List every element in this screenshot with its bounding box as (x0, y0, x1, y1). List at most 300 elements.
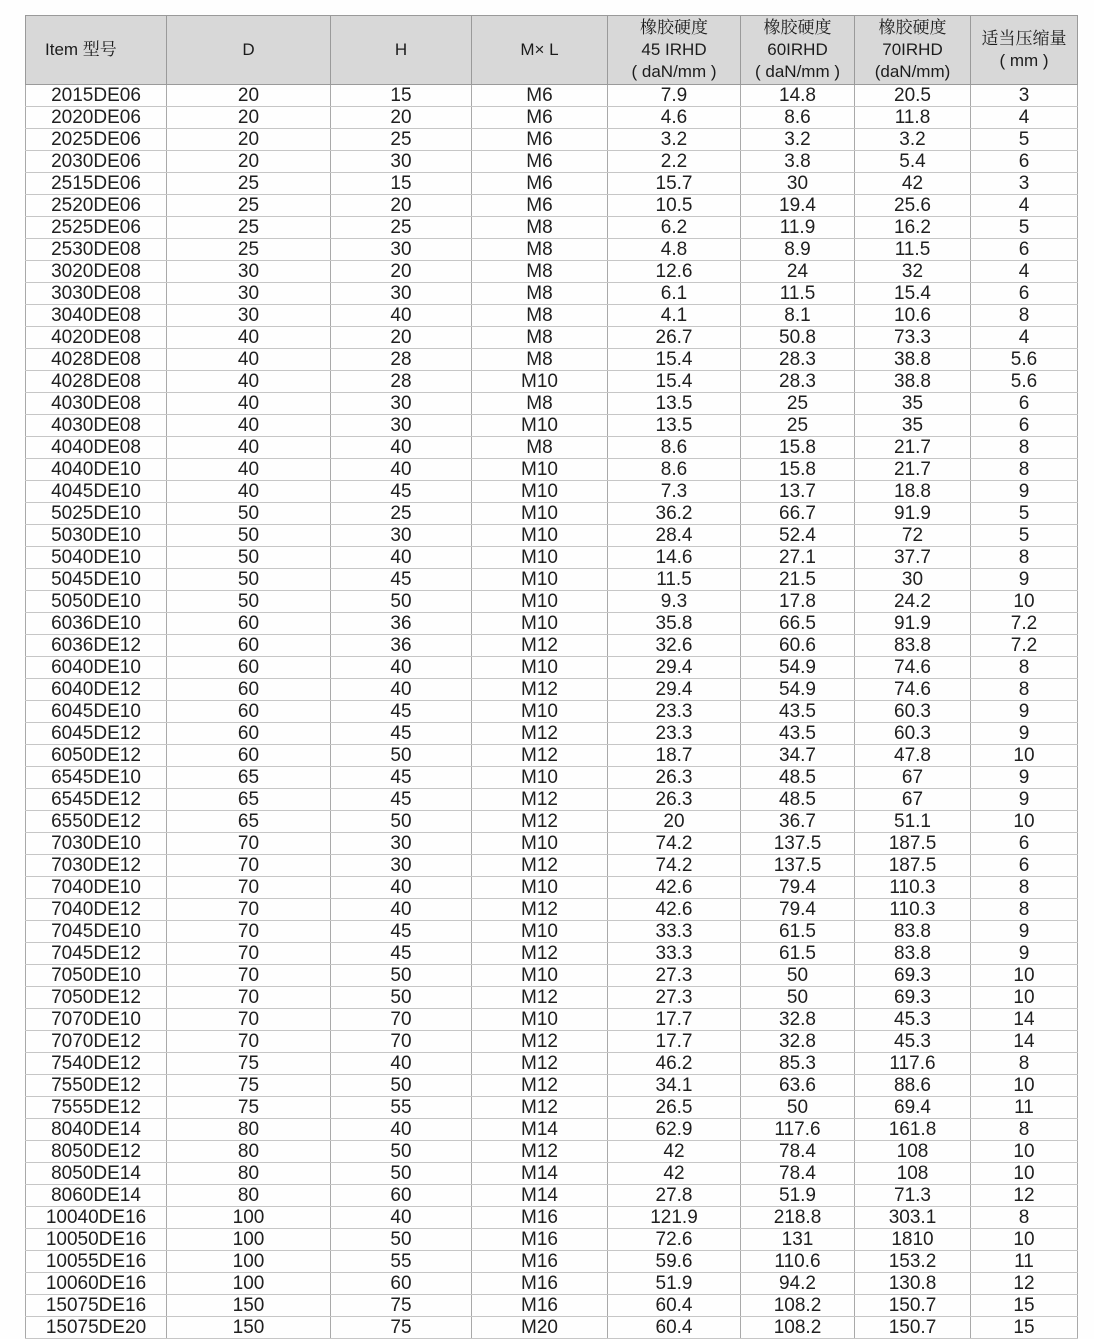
cell-item: 7070DE10 (26, 1009, 167, 1031)
table-row (26, 195, 1078, 217)
cell-compression: 9 (971, 723, 1078, 745)
cell-item: 7030DE10 (26, 833, 167, 855)
cell-h: 30 (331, 151, 472, 173)
cell-h: 25 (331, 129, 472, 151)
cell-irhd45: 33.3 (608, 943, 741, 965)
cell-compression: 10 (971, 987, 1078, 1009)
cell-irhd70: 32 (855, 261, 971, 283)
cell-mxl: M12 (472, 855, 608, 877)
cell-irhd45: 18.7 (608, 745, 741, 767)
column-header-irhd70 (855, 16, 971, 85)
cell-irhd60: 52.4 (741, 525, 855, 547)
cell-irhd45: 59.6 (608, 1251, 741, 1273)
cell-irhd70: 37.7 (855, 547, 971, 569)
cell-irhd45: 4.8 (608, 239, 741, 261)
cell-mxl: M8 (472, 393, 608, 415)
cell-irhd70: 108 (855, 1141, 971, 1163)
cell-h: 70 (331, 1009, 472, 1031)
cell-irhd60: 108.2 (741, 1295, 855, 1317)
cell-irhd45: 33.3 (608, 921, 741, 943)
cell-compression: 4 (971, 327, 1078, 349)
cell-item: 8050DE12 (26, 1141, 167, 1163)
cell-mxl: M16 (472, 1207, 608, 1229)
cell-h: 45 (331, 767, 472, 789)
table-row (26, 261, 1078, 283)
cell-irhd60: 43.5 (741, 723, 855, 745)
cell-d: 25 (167, 217, 331, 239)
cell-compression: 6 (971, 393, 1078, 415)
table-row (26, 503, 1078, 525)
column-header-line: H (394, 40, 408, 59)
cell-irhd60: 51.9 (741, 1185, 855, 1207)
table-row (26, 129, 1078, 151)
cell-d: 20 (167, 85, 331, 107)
cell-item: 6036DE10 (26, 613, 167, 635)
cell-irhd60: 131 (741, 1229, 855, 1251)
cell-d: 40 (167, 415, 331, 437)
cell-item: 7050DE12 (26, 987, 167, 1009)
cell-h: 45 (331, 569, 472, 591)
table-row (26, 349, 1078, 371)
table-row (26, 1207, 1078, 1229)
cell-irhd70: 21.7 (855, 437, 971, 459)
cell-item: 8050DE14 (26, 1163, 167, 1185)
cell-irhd60: 48.5 (741, 767, 855, 789)
cell-d: 60 (167, 679, 331, 701)
cell-item: 2020DE06 (26, 107, 167, 129)
cell-irhd70: 20.5 (855, 85, 971, 107)
cell-irhd60: 50 (741, 1097, 855, 1119)
cell-irhd70: 69.3 (855, 987, 971, 1009)
cell-item: 4040DE08 (26, 437, 167, 459)
cell-irhd60: 63.6 (741, 1075, 855, 1097)
cell-irhd70: 11.8 (855, 107, 971, 129)
cell-item: 4045DE10 (26, 481, 167, 503)
cell-mxl: M10 (472, 547, 608, 569)
cell-irhd70: 60.3 (855, 701, 971, 723)
cell-irhd60: 15.8 (741, 437, 855, 459)
cell-d: 80 (167, 1141, 331, 1163)
cell-irhd70: 1810 (855, 1229, 971, 1251)
table-row (26, 459, 1078, 481)
cell-irhd70: 91.9 (855, 503, 971, 525)
cell-irhd45: 28.4 (608, 525, 741, 547)
cell-item: 7040DE12 (26, 899, 167, 921)
table-row (26, 1229, 1078, 1251)
cell-d: 40 (167, 327, 331, 349)
cell-compression: 3 (971, 173, 1078, 195)
cell-item: 6550DE12 (26, 811, 167, 833)
cell-item: 10060DE16 (26, 1273, 167, 1295)
cell-irhd70: 16.2 (855, 217, 971, 239)
cell-mxl: M12 (472, 1141, 608, 1163)
cell-irhd60: 137.5 (741, 833, 855, 855)
table-row (26, 1031, 1078, 1053)
cell-compression: 5.6 (971, 349, 1078, 371)
table-row (26, 1053, 1078, 1075)
cell-irhd70: 108 (855, 1163, 971, 1185)
cell-mxl: M8 (472, 239, 608, 261)
cell-irhd45: 26.5 (608, 1097, 741, 1119)
cell-d: 70 (167, 1031, 331, 1053)
cell-d: 20 (167, 151, 331, 173)
table-row (26, 305, 1078, 327)
table-row (26, 1119, 1078, 1141)
cell-h: 50 (331, 811, 472, 833)
cell-compression: 3 (971, 85, 1078, 107)
cell-compression: 6 (971, 833, 1078, 855)
cell-compression: 8 (971, 679, 1078, 701)
cell-d: 20 (167, 107, 331, 129)
cell-compression: 5 (971, 129, 1078, 151)
cell-h: 30 (331, 833, 472, 855)
cell-irhd45: 60.4 (608, 1317, 741, 1339)
cell-mxl: M10 (472, 459, 608, 481)
cell-item: 2515DE06 (26, 173, 167, 195)
cell-irhd70: 130.8 (855, 1273, 971, 1295)
cell-compression: 6 (971, 283, 1078, 305)
cell-compression: 6 (971, 151, 1078, 173)
cell-irhd60: 54.9 (741, 657, 855, 679)
column-header-mxl (472, 16, 608, 85)
cell-compression: 4 (971, 195, 1078, 217)
cell-compression: 7.2 (971, 635, 1078, 657)
cell-d: 75 (167, 1075, 331, 1097)
cell-irhd60: 32.8 (741, 1009, 855, 1031)
cell-irhd45: 26.3 (608, 767, 741, 789)
cell-mxl: M12 (472, 1075, 608, 1097)
table-row (26, 107, 1078, 129)
cell-item: 4030DE08 (26, 393, 167, 415)
cell-irhd60: 14.8 (741, 85, 855, 107)
cell-irhd60: 79.4 (741, 899, 855, 921)
cell-irhd60: 85.3 (741, 1053, 855, 1075)
cell-compression: 8 (971, 459, 1078, 481)
cell-irhd60: 43.5 (741, 701, 855, 723)
cell-compression: 4 (971, 261, 1078, 283)
cell-compression: 9 (971, 943, 1078, 965)
cell-d: 20 (167, 129, 331, 151)
cell-irhd45: 7.3 (608, 481, 741, 503)
cell-item: 5040DE10 (26, 547, 167, 569)
cell-compression: 4 (971, 107, 1078, 129)
header-row (26, 16, 1078, 85)
cell-irhd60: 13.7 (741, 481, 855, 503)
cell-mxl: M12 (472, 635, 608, 657)
cell-irhd70: 83.8 (855, 921, 971, 943)
cell-h: 40 (331, 305, 472, 327)
cell-irhd60: 21.5 (741, 569, 855, 591)
column-header-line: 70IRHD (882, 40, 943, 59)
cell-irhd45: 26.3 (608, 789, 741, 811)
cell-irhd70: 153.2 (855, 1251, 971, 1273)
cell-item: 7550DE12 (26, 1075, 167, 1097)
cell-irhd60: 61.5 (741, 921, 855, 943)
cell-item: 4040DE10 (26, 459, 167, 481)
cell-irhd60: 218.8 (741, 1207, 855, 1229)
table-row (26, 921, 1078, 943)
cell-mxl: M10 (472, 701, 608, 723)
cell-h: 40 (331, 877, 472, 899)
cell-d: 50 (167, 525, 331, 547)
cell-mxl: M10 (472, 767, 608, 789)
cell-d: 100 (167, 1251, 331, 1273)
cell-item: 7045DE12 (26, 943, 167, 965)
cell-mxl: M6 (472, 195, 608, 217)
cell-mxl: M14 (472, 1185, 608, 1207)
cell-irhd60: 25 (741, 415, 855, 437)
cell-d: 60 (167, 635, 331, 657)
cell-irhd60: 78.4 (741, 1141, 855, 1163)
cell-compression: 10 (971, 591, 1078, 613)
cell-mxl: M14 (472, 1119, 608, 1141)
cell-item: 10050DE16 (26, 1229, 167, 1251)
cell-mxl: M12 (472, 943, 608, 965)
table-row (26, 1009, 1078, 1031)
cell-h: 40 (331, 679, 472, 701)
cell-d: 40 (167, 349, 331, 371)
cell-h: 30 (331, 415, 472, 437)
cell-compression: 5 (971, 217, 1078, 239)
cell-h: 55 (331, 1097, 472, 1119)
table-row (26, 789, 1078, 811)
cell-d: 75 (167, 1053, 331, 1075)
cell-irhd70: 150.7 (855, 1317, 971, 1339)
cell-irhd45: 60.4 (608, 1295, 741, 1317)
cell-irhd60: 110.6 (741, 1251, 855, 1273)
cell-irhd60: 94.2 (741, 1273, 855, 1295)
cell-h: 25 (331, 503, 472, 525)
cell-mxl: M8 (472, 437, 608, 459)
table-row (26, 899, 1078, 921)
cell-d: 60 (167, 723, 331, 745)
cell-compression: 5 (971, 525, 1078, 547)
cell-mxl: M10 (472, 921, 608, 943)
column-header-line: 45 IRHD (641, 40, 707, 59)
table-row (26, 701, 1078, 723)
cell-d: 150 (167, 1317, 331, 1339)
cell-irhd70: 35 (855, 415, 971, 437)
cell-h: 50 (331, 1163, 472, 1185)
cell-d: 65 (167, 767, 331, 789)
table-row (26, 151, 1078, 173)
cell-irhd60: 8.1 (741, 305, 855, 327)
cell-irhd45: 34.1 (608, 1075, 741, 1097)
spec-table-head (26, 16, 1078, 85)
cell-compression: 12 (971, 1273, 1078, 1295)
cell-mxl: M6 (472, 151, 608, 173)
cell-compression: 15 (971, 1295, 1078, 1317)
cell-irhd60: 8.6 (741, 107, 855, 129)
cell-item: 5045DE10 (26, 569, 167, 591)
cell-d: 40 (167, 371, 331, 393)
cell-irhd60: 15.8 (741, 459, 855, 481)
cell-irhd70: 30 (855, 569, 971, 591)
cell-mxl: M6 (472, 173, 608, 195)
cell-d: 60 (167, 745, 331, 767)
cell-irhd70: 74.6 (855, 657, 971, 679)
cell-irhd70: 161.8 (855, 1119, 971, 1141)
cell-irhd60: 3.2 (741, 129, 855, 151)
cell-item: 4020DE08 (26, 327, 167, 349)
cell-irhd45: 42.6 (608, 877, 741, 899)
table-row (26, 965, 1078, 987)
cell-irhd70: 45.3 (855, 1031, 971, 1053)
column-header-compression (971, 16, 1078, 85)
cell-h: 40 (331, 437, 472, 459)
cell-irhd45: 27.8 (608, 1185, 741, 1207)
table-row (26, 1273, 1078, 1295)
cell-d: 100 (167, 1229, 331, 1251)
cell-mxl: M8 (472, 327, 608, 349)
cell-compression: 8 (971, 1053, 1078, 1075)
cell-irhd70: 110.3 (855, 877, 971, 899)
cell-mxl: M6 (472, 129, 608, 151)
cell-irhd60: 8.9 (741, 239, 855, 261)
cell-irhd60: 61.5 (741, 943, 855, 965)
cell-d: 70 (167, 877, 331, 899)
cell-irhd45: 29.4 (608, 679, 741, 701)
cell-irhd45: 17.7 (608, 1009, 741, 1031)
cell-irhd60: 25 (741, 393, 855, 415)
cell-mxl: M10 (472, 657, 608, 679)
cell-item: 2030DE06 (26, 151, 167, 173)
cell-compression: 14 (971, 1031, 1078, 1053)
cell-h: 36 (331, 613, 472, 635)
cell-irhd70: 67 (855, 789, 971, 811)
cell-mxl: M12 (472, 679, 608, 701)
cell-irhd60: 117.6 (741, 1119, 855, 1141)
cell-irhd45: 27.3 (608, 965, 741, 987)
cell-irhd60: 54.9 (741, 679, 855, 701)
cell-mxl: M12 (472, 1031, 608, 1053)
column-header-line: M× L (520, 40, 559, 59)
cell-h: 40 (331, 459, 472, 481)
cell-irhd60: 28.3 (741, 349, 855, 371)
table-row (26, 943, 1078, 965)
cell-h: 50 (331, 1229, 472, 1251)
cell-h: 40 (331, 899, 472, 921)
cell-mxl: M12 (472, 1053, 608, 1075)
cell-item: 2025DE06 (26, 129, 167, 151)
cell-irhd70: 91.9 (855, 613, 971, 635)
cell-irhd70: 11.5 (855, 239, 971, 261)
cell-irhd45: 8.6 (608, 437, 741, 459)
cell-irhd70: 24.2 (855, 591, 971, 613)
table-row (26, 415, 1078, 437)
cell-h: 50 (331, 591, 472, 613)
cell-irhd70: 303.1 (855, 1207, 971, 1229)
cell-irhd60: 50.8 (741, 327, 855, 349)
cell-h: 30 (331, 239, 472, 261)
table-row (26, 173, 1078, 195)
cell-mxl: M10 (472, 1009, 608, 1031)
cell-mxl: M16 (472, 1229, 608, 1251)
cell-irhd45: 17.7 (608, 1031, 741, 1053)
cell-irhd60: 79.4 (741, 877, 855, 899)
cell-compression: 14 (971, 1009, 1078, 1031)
cell-compression: 8 (971, 305, 1078, 327)
cell-irhd70: 51.1 (855, 811, 971, 833)
cell-h: 75 (331, 1295, 472, 1317)
column-header-line: 橡胶硬度 (878, 18, 947, 37)
table-row (26, 679, 1078, 701)
cell-h: 15 (331, 85, 472, 107)
cell-h: 40 (331, 547, 472, 569)
cell-irhd45: 36.2 (608, 503, 741, 525)
cell-mxl: M6 (472, 107, 608, 129)
table-row (26, 525, 1078, 547)
column-header-irhd45 (608, 16, 741, 85)
cell-irhd70: 117.6 (855, 1053, 971, 1075)
cell-irhd60: 50 (741, 987, 855, 1009)
cell-h: 30 (331, 525, 472, 547)
cell-irhd60: 48.5 (741, 789, 855, 811)
cell-mxl: M10 (472, 965, 608, 987)
cell-mxl: M12 (472, 987, 608, 1009)
table-row (26, 217, 1078, 239)
table-row (26, 657, 1078, 679)
cell-irhd70: 73.3 (855, 327, 971, 349)
cell-mxl: M12 (472, 1097, 608, 1119)
spec-table (25, 15, 1078, 1339)
cell-irhd60: 3.8 (741, 151, 855, 173)
cell-d: 70 (167, 855, 331, 877)
cell-irhd70: 21.7 (855, 459, 971, 481)
cell-h: 45 (331, 481, 472, 503)
cell-irhd60: 34.7 (741, 745, 855, 767)
cell-compression: 10 (971, 1075, 1078, 1097)
cell-compression: 10 (971, 1141, 1078, 1163)
cell-compression: 9 (971, 921, 1078, 943)
cell-item: 4030DE08 (26, 415, 167, 437)
cell-h: 70 (331, 1031, 472, 1053)
cell-mxl: M6 (472, 85, 608, 107)
cell-d: 65 (167, 789, 331, 811)
column-header-line: ( mm ) (999, 51, 1049, 70)
cell-h: 20 (331, 195, 472, 217)
cell-h: 55 (331, 1251, 472, 1273)
table-row (26, 1075, 1078, 1097)
table-row (26, 877, 1078, 899)
cell-irhd60: 28.3 (741, 371, 855, 393)
cell-irhd45: 26.7 (608, 327, 741, 349)
column-header-line: ( daN/mm ) (631, 62, 717, 81)
table-row (26, 855, 1078, 877)
cell-irhd70: 15.4 (855, 283, 971, 305)
cell-d: 80 (167, 1163, 331, 1185)
cell-item: 2015DE06 (26, 85, 167, 107)
cell-irhd45: 51.9 (608, 1273, 741, 1295)
cell-mxl: M12 (472, 789, 608, 811)
cell-irhd45: 13.5 (608, 415, 741, 437)
column-header-line: ( daN/mm ) (755, 62, 840, 81)
cell-irhd70: 110.3 (855, 899, 971, 921)
cell-compression: 8 (971, 437, 1078, 459)
cell-compression: 7.2 (971, 613, 1078, 635)
cell-h: 50 (331, 745, 472, 767)
cell-compression: 9 (971, 789, 1078, 811)
cell-item: 4028DE08 (26, 371, 167, 393)
cell-irhd45: 4.1 (608, 305, 741, 327)
column-header-line: (daN/mm) (874, 62, 951, 81)
cell-d: 30 (167, 283, 331, 305)
cell-d: 50 (167, 591, 331, 613)
cell-compression: 6 (971, 415, 1078, 437)
table-row (26, 987, 1078, 1009)
cell-h: 50 (331, 965, 472, 987)
cell-item: 6050DE12 (26, 745, 167, 767)
